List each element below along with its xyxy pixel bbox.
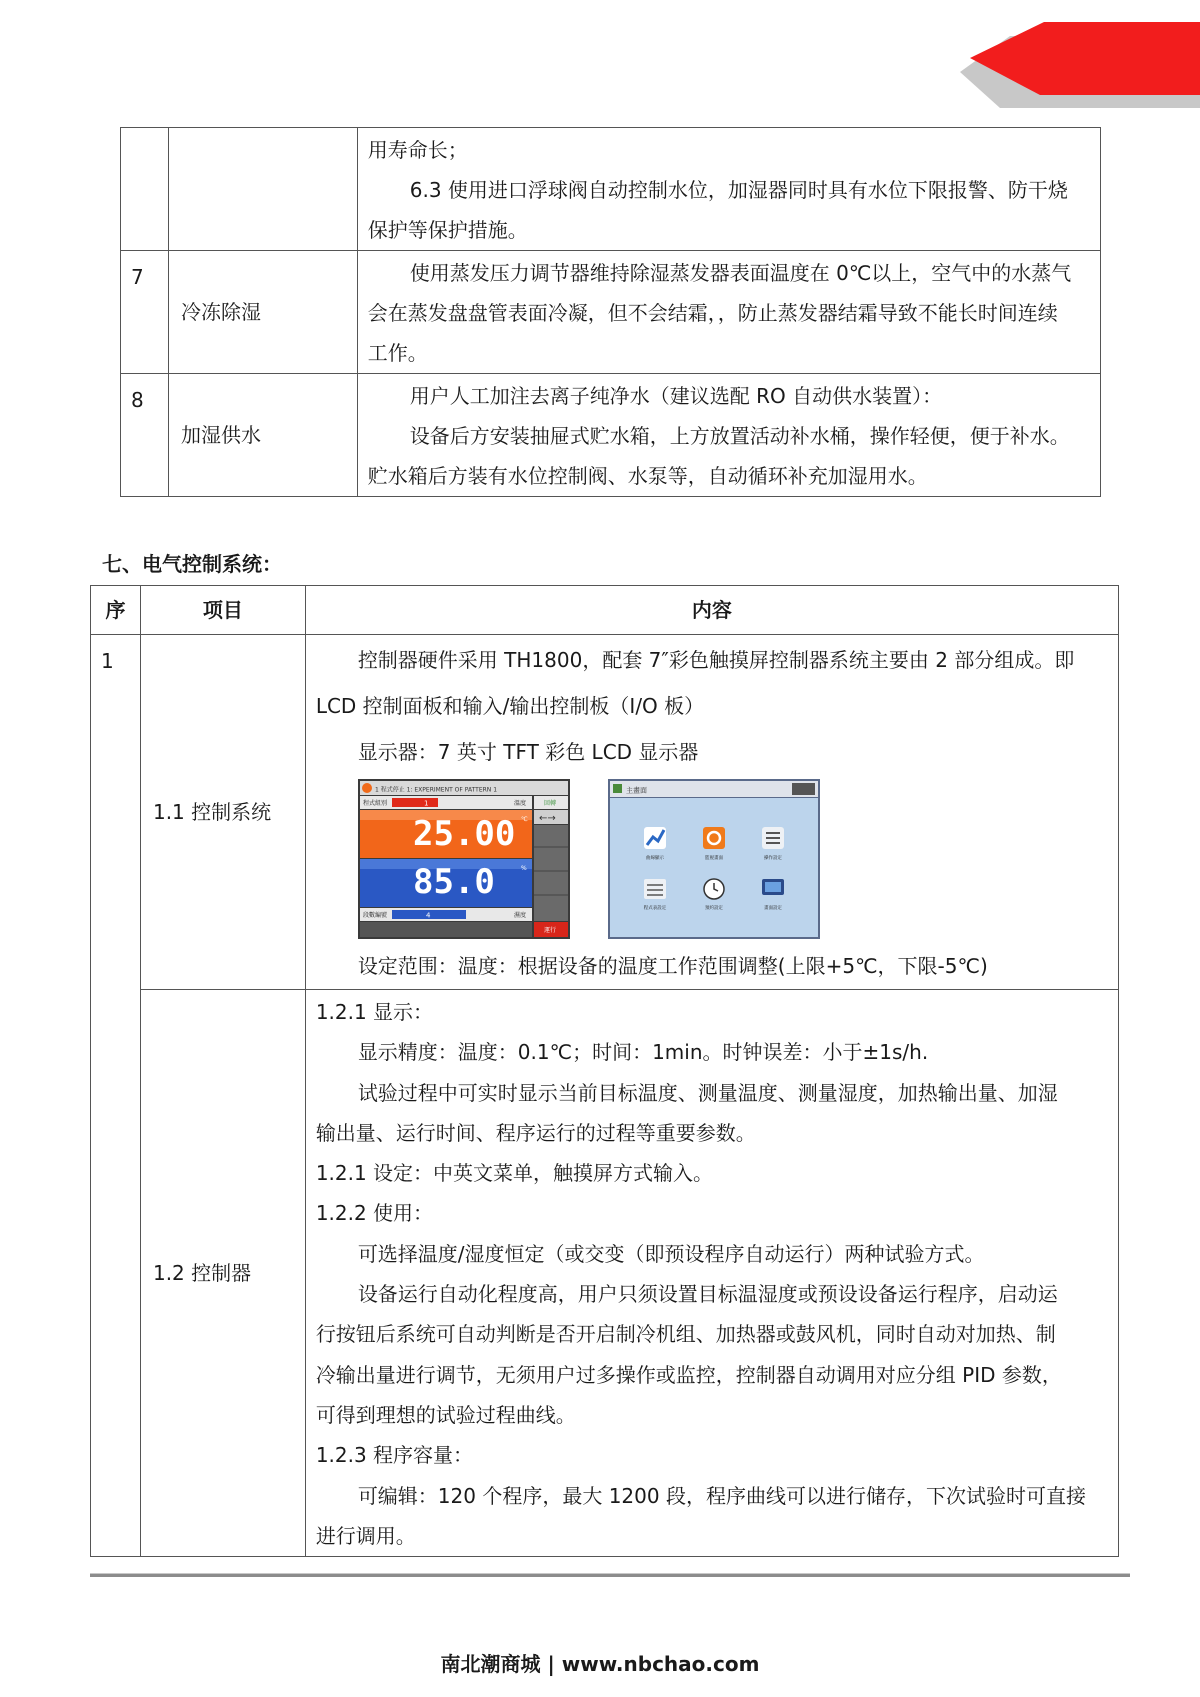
- text-line: 设定范围：温度：根据设备的温度工作范围调整(上限+5℃，下限-5℃): [357, 954, 988, 978]
- monitor-icon[interactable]: [703, 827, 725, 849]
- text-line: 1.2.2 使用：: [315, 1201, 434, 1226]
- text-line: 输出量、运行时间、程序运行的过程等重要参数。: [315, 1120, 756, 1145]
- humidity-unit: %: [520, 865, 527, 872]
- table-row: [91, 635, 1119, 990]
- section-heading: 七、电气控制系统：: [102, 552, 282, 576]
- text-line: 1.2.3 程序容量：: [315, 1443, 474, 1468]
- table-row: [91, 990, 1119, 1557]
- text-line: 会在蒸发盘盘管表面冷凝，但不会结霜，，防止蒸发器结霜导致不能长时间连续: [367, 301, 1058, 325]
- corner-decoration: [0, 0, 1200, 120]
- row-item: 加湿供水: [168, 374, 357, 497]
- text-line: 进行调用。: [315, 1523, 416, 1548]
- row-content: [357, 374, 1100, 497]
- footer-site: 南北潮商城 | www.nbchao.com: [440, 1652, 760, 1676]
- text-line: 冷输出量进行调节，无须用户过多操作或监控，控制器自动调用对应分组 PID 参数，: [315, 1362, 1062, 1387]
- row-content: [305, 635, 1118, 990]
- arrow-left-right-icon: ←→: [538, 813, 556, 824]
- screen-title: 1 程式停止 1: EXPERIMENT OF PATTERN 1: [374, 786, 497, 794]
- text-line: 设备后方安装抽屉式贮水箱，上方放置活动补水桶，操作轻便，便于补水。: [409, 424, 1070, 448]
- temperature-unit: ℃: [520, 816, 528, 823]
- footer-divider: [90, 1573, 1130, 1577]
- program-table-icon[interactable]: [644, 879, 666, 899]
- controller-description: [316, 992, 1108, 1556]
- segment-value: 4: [425, 911, 431, 920]
- row-content: [357, 251, 1100, 374]
- header-num: 序: [91, 586, 141, 635]
- text-line: 用寿命长；: [367, 138, 468, 162]
- program-group-value-box: [392, 798, 438, 807]
- controller-main-screen: [608, 779, 820, 939]
- menu-background: [610, 798, 818, 937]
- row-item: 1.2 控制器: [140, 990, 305, 1557]
- temperature-value: 25.00: [412, 814, 516, 854]
- side-button-column: [534, 825, 568, 921]
- clock-display: [792, 783, 815, 795]
- menu-label: 預約設定: [704, 906, 723, 911]
- status-bar: [360, 922, 532, 937]
- menu-label: 曲線顯示: [645, 856, 664, 861]
- text-line: 贮水箱后方装有水位控制阀、水泵等，自动循环补充加湿用水。: [367, 464, 928, 488]
- text-line: 显示精度：温度：0.1℃；时间：1min。时钟误差：小于±1s/h.: [357, 1040, 929, 1065]
- header-content: 内容: [305, 586, 1118, 635]
- row-item: 冷冻除湿: [168, 251, 357, 374]
- text-line: 1.2.1 设定：中英文菜单，触摸屏方式输入。: [315, 1161, 714, 1186]
- controller-run-screen: [358, 779, 570, 939]
- text-line: 1.2.1 显示：: [315, 1000, 434, 1024]
- program-group-value: 1: [423, 799, 429, 808]
- humidity-label: 濕度: [513, 912, 526, 919]
- table-row: [121, 128, 1101, 251]
- menu-label: 畫面設定: [763, 906, 782, 911]
- text-line: 控制器硬件采用 TH1800，配套 7″彩色触摸屏控制器系统主要由 2 部分组成。即: [357, 648, 1075, 672]
- row-number: 7: [121, 251, 169, 374]
- menu-label: 程式表設定: [643, 906, 667, 911]
- row-number: [121, 128, 169, 251]
- table-row: [121, 374, 1101, 497]
- home-icon: [613, 784, 622, 793]
- table-continued: [120, 127, 1101, 497]
- text-line: 可编辑：120 个程序，最大 1200 段，程序曲线可以进行储存，下次试验时可直接: [357, 1483, 1086, 1508]
- row-number: 1: [91, 635, 141, 1557]
- controller-screenshots: [358, 779, 1108, 939]
- menu-label: 監視畫面: [704, 856, 723, 861]
- back-button-label: 回轉: [543, 800, 556, 807]
- screen-title: 主畫面: [625, 786, 647, 795]
- text-line: 6.3 使用进口浮球阀自动控制水位，加湿器同时具有水位下限报警、防干烧: [409, 178, 1068, 202]
- program-group-label: 程式組別: [362, 800, 387, 807]
- run-button-label: 運行: [543, 927, 556, 934]
- row-item: [168, 128, 357, 251]
- text-line: 显示器：7 英寸 TFT 彩色 LCD 显示器: [357, 740, 699, 764]
- display-screen: [765, 882, 781, 892]
- table-row: [121, 251, 1101, 374]
- text-line: 工作。: [367, 341, 428, 365]
- app-icon: [362, 783, 372, 793]
- menu-label: 操作設定: [763, 856, 782, 861]
- humidity-value: 85.0: [412, 862, 495, 902]
- text-line: 行按钮后系统可自动判断是否开启制冷机组、加热器或鼓风机，同时自动对加热、制: [315, 1322, 1056, 1347]
- text-line: 设备运行自动化程度高，用户只须设置目标温湿度或预设设备运行程序，启动运: [357, 1282, 1058, 1307]
- text-line: 试验过程中可实时显示当前目标温度、测量温度、测量湿度，加热输出量、加湿: [357, 1080, 1058, 1105]
- electrical-control-table: [90, 585, 1119, 1557]
- temp-label: 溫度: [513, 800, 526, 807]
- text-line: 使用蒸发压力调节器维持除湿蒸发器表面温度在 0℃以上，空气中的水蒸气: [409, 261, 1072, 285]
- text-line: LCD 控制面板和输入/输出控制板（I/O 板）: [315, 694, 705, 718]
- text-line: 用户人工加注去离子纯净水（建议选配 RO 自动供水装置）：: [409, 384, 943, 408]
- segment-label: 段數編號: [362, 912, 387, 919]
- row-content: [357, 128, 1100, 251]
- text-line: 可选择温度/湿度恒定（或交变（即预设程序自动运行）两种试验方式。: [357, 1241, 985, 1266]
- header-item: 项目: [140, 586, 305, 635]
- row-item: 1.1 控制系统: [140, 635, 305, 990]
- table-header-row: [91, 586, 1119, 635]
- text-line: 保护等保护措施。: [367, 218, 528, 242]
- row-number: 8: [121, 374, 169, 497]
- row-content: [305, 990, 1118, 1557]
- text-line: 可得到理想的试验过程曲线。: [315, 1402, 576, 1427]
